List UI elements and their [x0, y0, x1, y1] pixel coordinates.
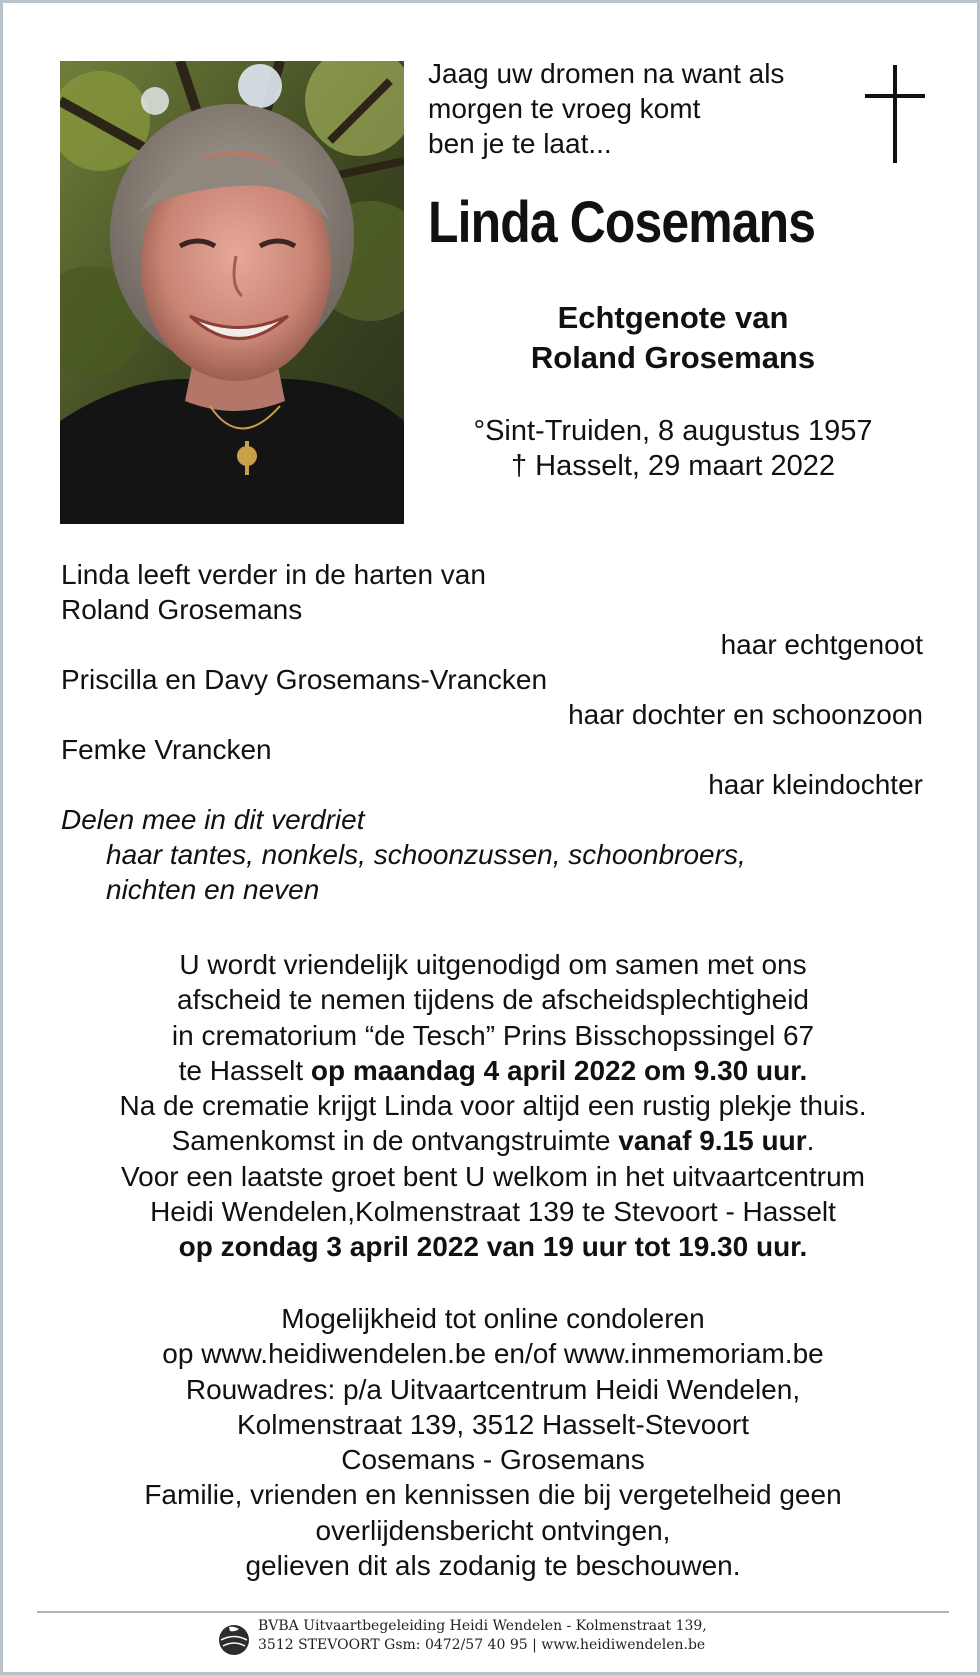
condolence-line: Kolmenstraat 139, 3512 Hasselt-Stevoort [236, 1408, 750, 1440]
family-member-relation: haar echtgenoot [720, 629, 923, 660]
ceremony-line [33, 1053, 953, 1088]
family-member-name: Femke Vrancken [61, 734, 272, 765]
footer-line: 3512 STEVOORT Gsm: 0472/57 40 95 | www.heidiwendelen.be [258, 1637, 706, 1653]
relatives-line: nichten en neven [106, 874, 320, 905]
poem-line: morgen te vroeg komt [428, 93, 701, 124]
footer-info [258, 1617, 707, 1655]
portrait-photo [60, 61, 404, 524]
spouse-name: Roland Grosemans [530, 340, 816, 375]
condolence-line: Mogelijkheid tot online condoleren [281, 1303, 705, 1334]
footer-line: BVBA Uitvaartbegeleiding Heidi Wendelen - Kolmenstraat 139, [258, 1618, 707, 1634]
condolence-line: overlijdensbericht ontvingen, [315, 1514, 671, 1546]
sharing-line: Delen mee in dit verdriet [61, 804, 365, 835]
ceremony-line [33, 1123, 953, 1158]
spouse-line: Echtgenote van [557, 300, 789, 335]
ceremony-text: . [806, 1125, 815, 1157]
visitation-time: op zondag 3 april 2022 van 19 uur tot 19.30 uur. [178, 1231, 808, 1263]
ceremony-info [33, 947, 953, 1265]
ceremony-text: te Hasselt [178, 1054, 311, 1086]
life-dates [423, 414, 923, 484]
spouse-block [473, 298, 873, 378]
condolence-info [33, 1301, 953, 1583]
poem-line: ben je te laat... [428, 128, 612, 159]
ceremony-line: in crematorium “de Tesch” Prins Bisschopssingel 67 [171, 1019, 815, 1051]
family-list [61, 557, 923, 907]
ceremony-line: Voor een laatste groet bent U welkom in het uitvaartcentrum [121, 1160, 865, 1192]
ceremony-line [33, 1229, 953, 1264]
condolence-line: gelieven dit als zodanig te beschouwen. [245, 1550, 741, 1582]
death-date: † Hasselt, 29 maart 2022 [510, 450, 835, 482]
family-member-name: Roland Grosemans [61, 594, 303, 625]
condolence-line: op www.heidiwendelen.be en/of www.inmemoriam.be [162, 1338, 824, 1370]
family-member-name: Priscilla en Davy Grosemans-Vrancken [61, 664, 548, 695]
poem-line: Jaag uw dromen na want als [428, 58, 785, 89]
ceremony-line: Na de crematie krijgt Linda voor altijd een rustig plekje thuis. [119, 1090, 867, 1122]
condolence-line: Familie, vrienden en kennissen die bij vergetelheid geen [144, 1479, 842, 1511]
condolence-line: Cosemans - Grosemans [341, 1444, 645, 1476]
family-member-relation: haar kleindochter [708, 769, 923, 800]
ceremony-line: Heidi Wendelen,Kolmenstraat 139 te Stevoort - Hasselt [150, 1196, 836, 1228]
portrait-image [60, 61, 404, 524]
deceased-name: Linda Cosemans [428, 190, 816, 255]
condolence-line: Rouwadres: p/a Uitvaartcentrum Heidi Wendelen, [185, 1373, 801, 1405]
family-intro: Linda leeft verder in de harten van [61, 559, 486, 590]
divider [37, 1611, 949, 1613]
birth-date: °Sint-Truiden, 8 augustus 1957 [473, 415, 873, 447]
cross-icon [865, 65, 925, 163]
relatives-line: haar tantes, nonkels, schoonzussen, schoonbroers, [106, 839, 746, 870]
family-member-relation: haar dochter en schoonzoon [568, 699, 923, 730]
ceremony-line: U wordt vriendelijk uitgenodigd om samen met ons [179, 949, 807, 980]
gathering-time: vanaf 9.15 uur [618, 1125, 807, 1157]
ceremony-date: op maandag 4 april 2022 om 9.30 uur. [310, 1054, 808, 1086]
globe-logo-icon [217, 1623, 251, 1657]
ceremony-text: Samenkomst in de ontvangstruimte [171, 1125, 619, 1157]
ceremony-line: afscheid te nemen tijdens de afscheidsplechtigheid [177, 984, 809, 1016]
poem [428, 56, 784, 161]
